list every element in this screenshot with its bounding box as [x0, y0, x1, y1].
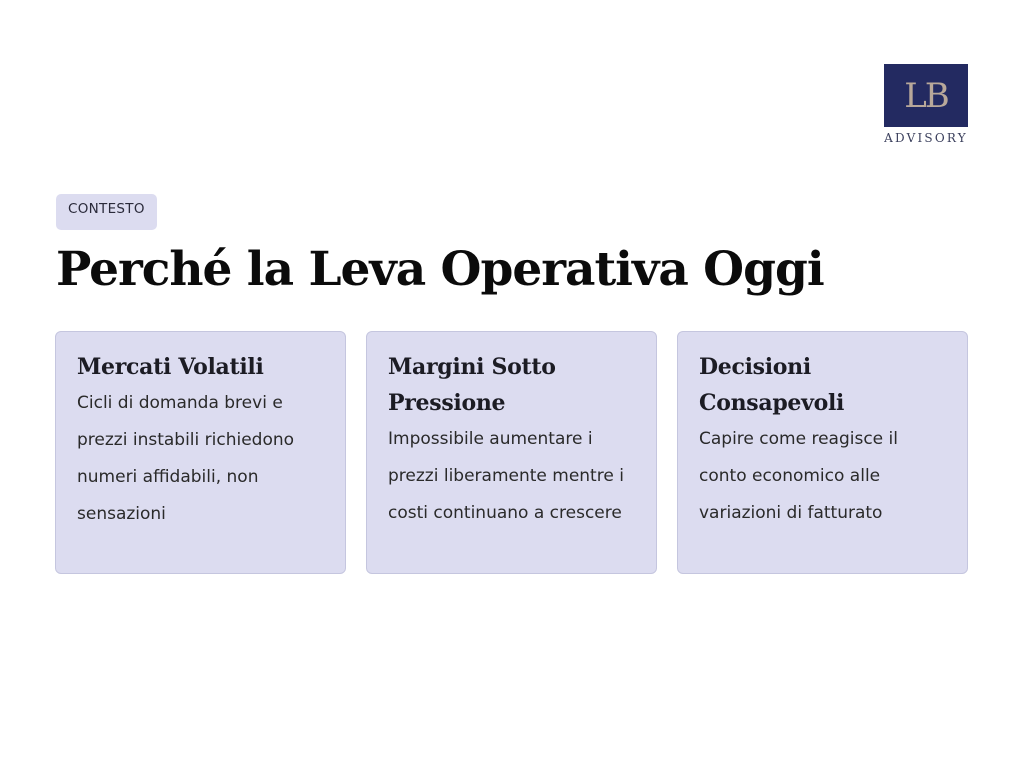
brand-logo [883, 64, 969, 145]
logo-mark: LB [904, 75, 948, 116]
card-margini-sotto-pressione [366, 331, 657, 574]
card-title: Mercati Volatili [77, 354, 264, 380]
card-body: Cicli di domanda brevi e prezzi instabili richiedono numeri affidabili, non sensazioni [77, 393, 295, 524]
card-decisioni-consapevoli [677, 331, 968, 574]
card-body: Capire come reagisce il conto economico alle variazioni di fatturato [699, 429, 898, 523]
page-title: Perché la Leva Operativa Oggi [56, 242, 824, 297]
logo-box [884, 64, 968, 127]
card-mercati-volatili [55, 331, 346, 574]
card-body: Impossibile aumentare i prezzi liberamente mentre i costi continuano a crescere [388, 429, 624, 523]
section-tag [56, 194, 157, 230]
card-title: Margini Sotto Pressione [388, 354, 556, 416]
card-title: Decisioni Consapevoli [699, 354, 845, 416]
logo-wordmark: ADVISORY [884, 131, 968, 145]
section-tag-label: CONTESTO [68, 201, 145, 217]
